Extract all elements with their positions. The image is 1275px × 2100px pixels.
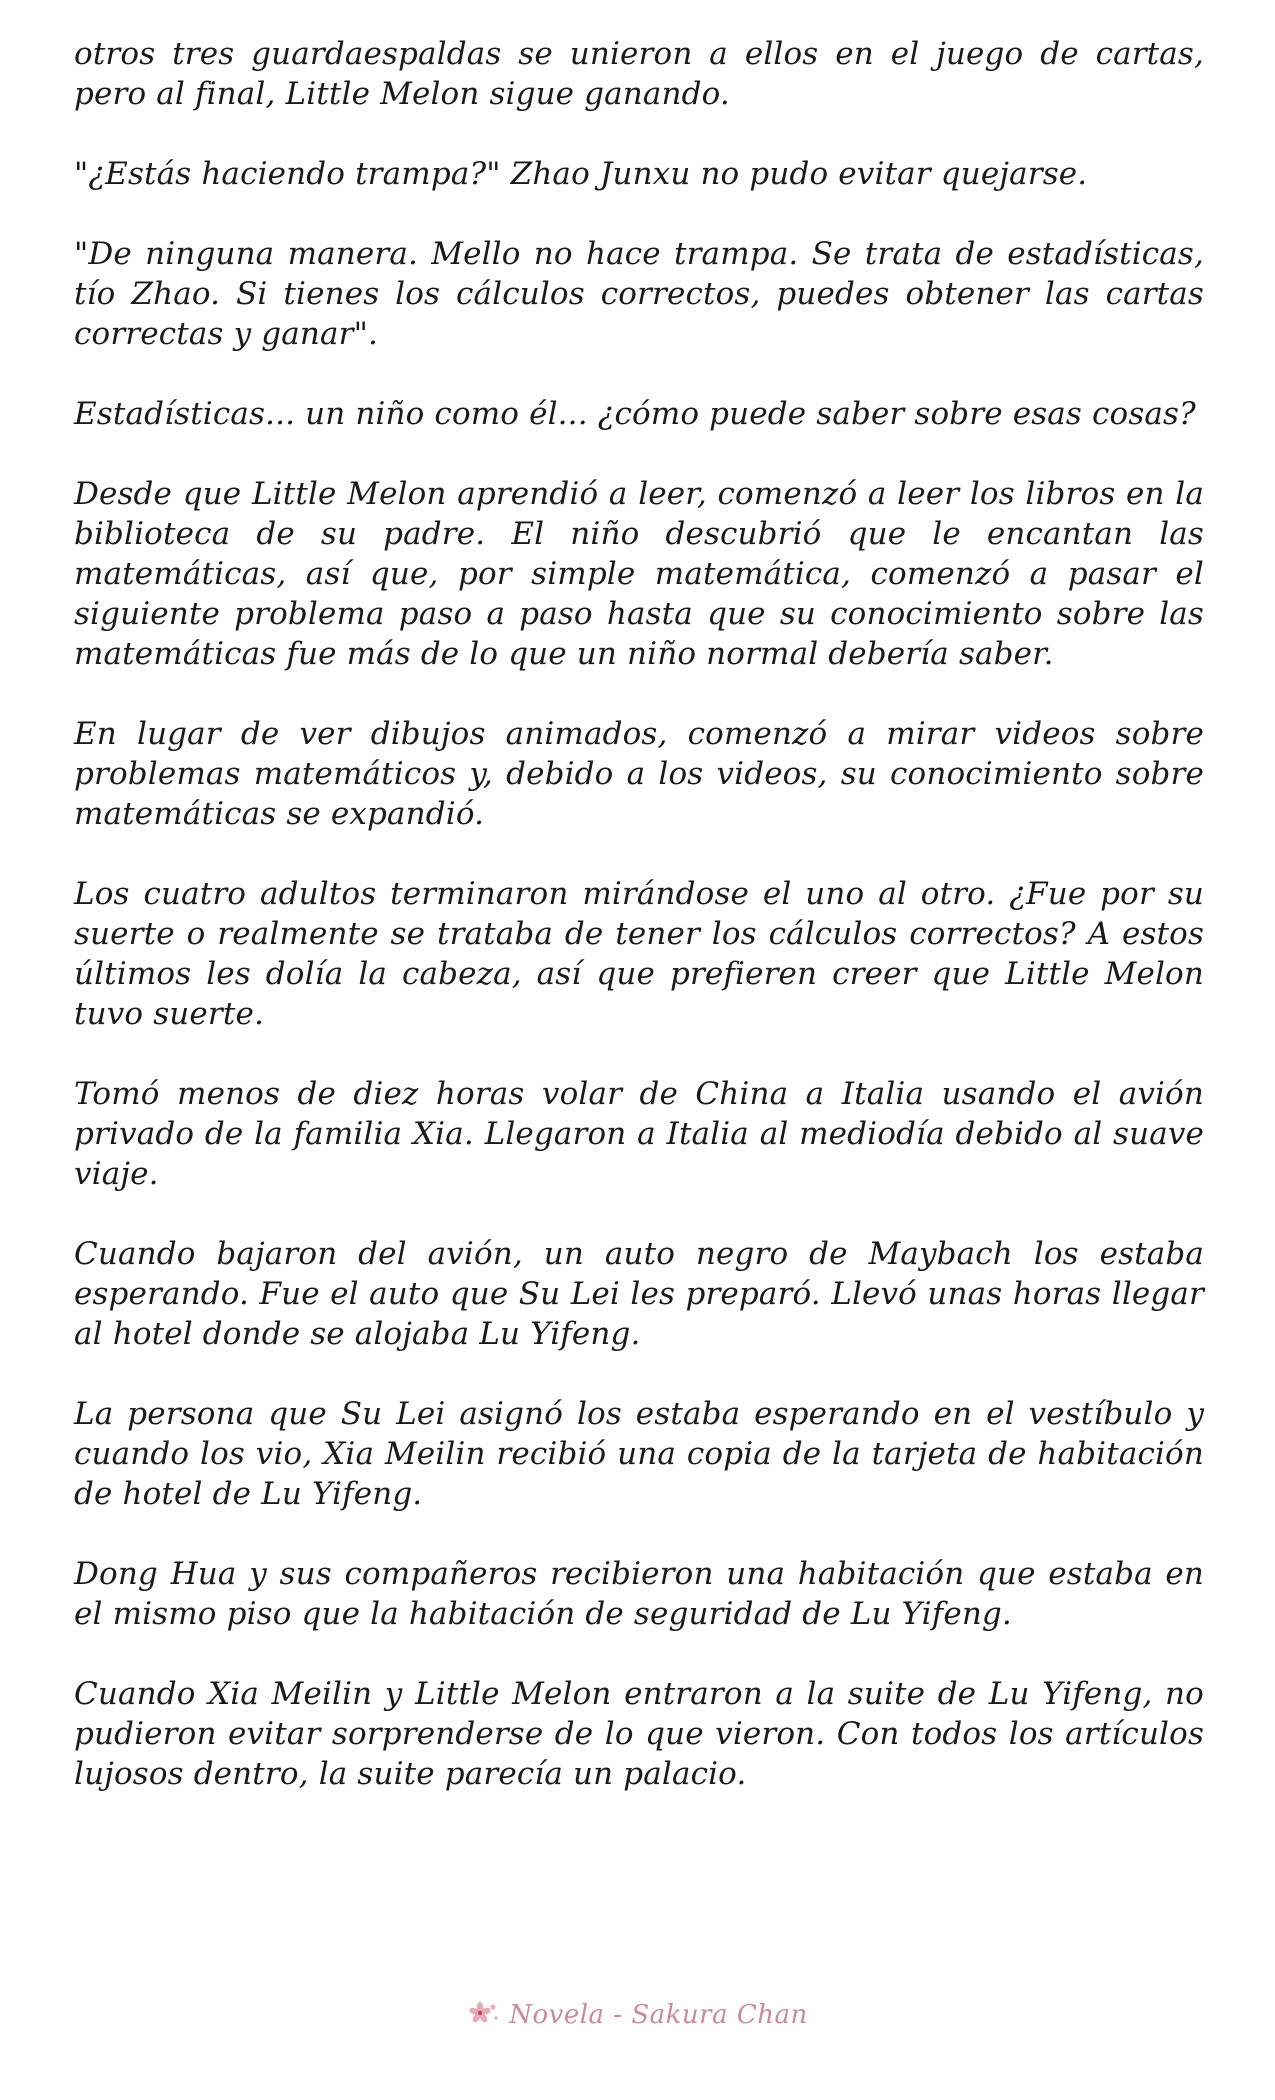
paragraph-9: Cuando bajaron del avión, un auto negro de Maybach los estaba esperando. Fue el auto que Su Lei les preparó. Llevó unas horas llegar al hotel donde se alojaba Lu Yifeng. bbox=[74, 1236, 1204, 1352]
paragraph-6: En lugar de ver dibujos animados, comenzó a mirar videos sobre problemas matemáticos y, debido a los videos, su conocimiento sobre matemáticas se expandió. bbox=[74, 716, 1204, 832]
paragraph-3: "De ninguna manera. Mello no hace trampa. Se trata de estadísticas, tío Zhao. Si tienes los cálculos correctos, puedes obtener las cartas correctas y ganar". bbox=[74, 236, 1204, 352]
watermark bbox=[0, 1998, 1275, 2032]
paragraph-4: Estadísticas... un niño como él... ¿cómo puede saber sobre esas cosas? bbox=[74, 396, 1196, 432]
watermark-text: Novela - Sakura Chan bbox=[509, 2000, 808, 2030]
paragraph-7: Los cuatro adultos terminaron mirándose el uno al otro. ¿Fue por su suerte o realmente se trataba de tener los cálculos correctos? A estos últimos les dolía la cabeza, así que prefieren creer que Little Melon tuvo suerte. bbox=[74, 876, 1204, 1032]
paragraph-1: otros tres guardaespaldas se unieron a ellos en el juego de cartas, pero al final, Little Melon sigue ganando. bbox=[74, 36, 1204, 112]
paragraph-8: Tomó menos de diez horas volar de China a Italia usando el avión privado de la familia Xia. Llegaron a Italia al mediodía debido al suave viaje. bbox=[74, 1076, 1204, 1192]
sakura-flower-icon bbox=[467, 1998, 501, 2032]
paragraph-12: Cuando Xia Meilin y Little Melon entraron a la suite de Lu Yifeng, no pudieron evitar sorprenderse de lo que vieron. Con todos los artículos lujosos dentro, la suite parecía un palacio. bbox=[74, 1676, 1204, 1792]
document-body bbox=[74, 34, 1204, 1834]
paragraph-2: "¿Estás haciendo trampa?" Zhao Junxu no pudo evitar quejarse. bbox=[74, 156, 1088, 192]
paragraph-11: Dong Hua y sus compañeros recibieron una habitación que estaba en el mismo piso que la habitación de seguridad de Lu Yifeng. bbox=[74, 1556, 1204, 1632]
paragraph-5: Desde que Little Melon aprendió a leer, comenzó a leer los libros en la biblioteca de su padre. El niño descubrió que le encantan las matemáticas, así que, por simple matemática, comenzó a pasar el siguiente problema paso a paso hasta que su conocimiento sobre las matemáticas fue más de lo que un niño normal debería saber. bbox=[74, 476, 1204, 672]
paragraph-10: La persona que Su Lei asignó los estaba esperando en el vestíbulo y cuando los vio, Xia Meilin recibió una copia de la tarjeta de habitación de hotel de Lu Yifeng. bbox=[74, 1396, 1204, 1512]
